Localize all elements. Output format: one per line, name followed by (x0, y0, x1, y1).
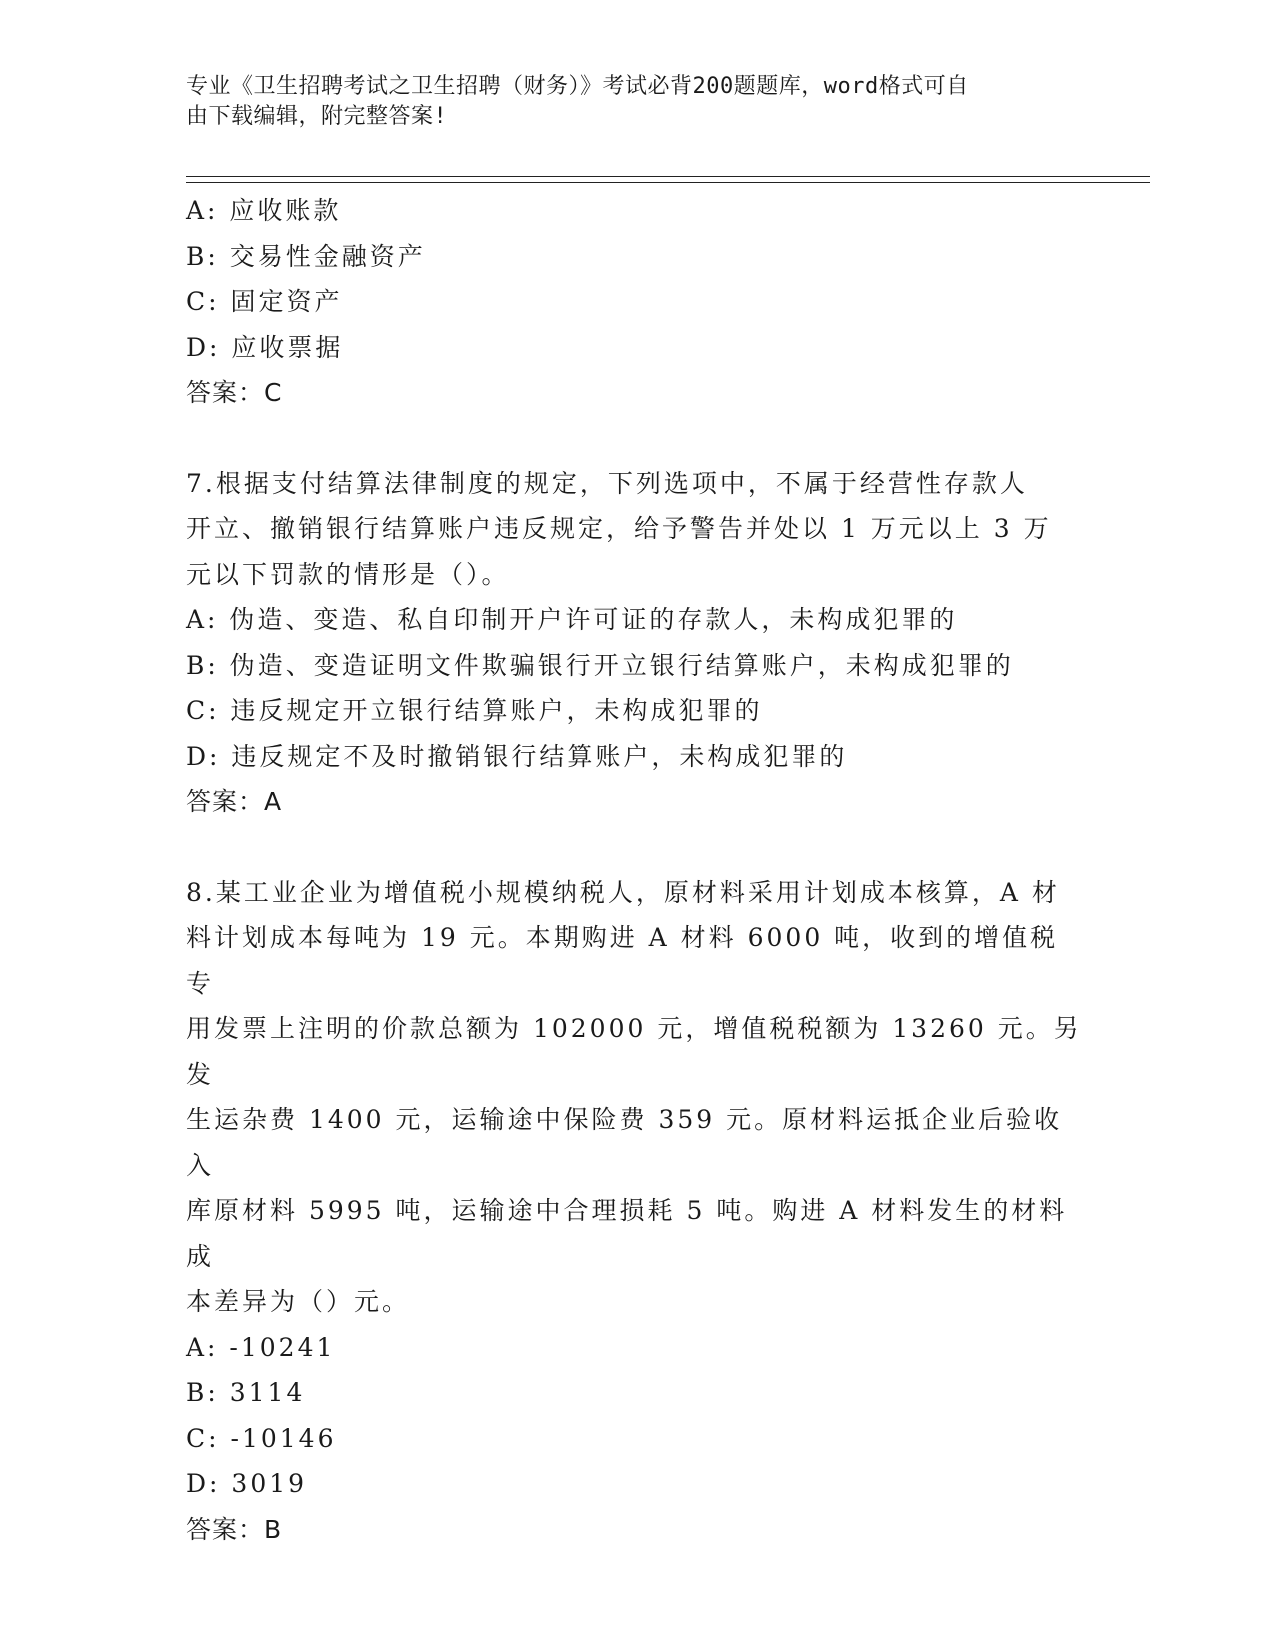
spacer (186, 825, 1086, 870)
option-a: A: 应收账款 (186, 196, 342, 225)
question-stem-line: 本差异为（）元。 (186, 1287, 411, 1316)
header-line-2: 由下载编辑，附完整答案! (186, 104, 448, 129)
spacer (186, 416, 1086, 461)
question-stem-line: 库原材料 5995 吨，运输途中合理损耗 5 吨。购进 A 材料发生的材料成 (186, 1196, 1068, 1271)
question-7 (186, 461, 1086, 825)
document-header (186, 72, 1066, 132)
question-6 (186, 188, 1086, 416)
answer: 答案：A (186, 787, 283, 816)
question-stem-line: 开立、撤销银行结算账户违反规定，给予警告并处以 1 万元以上 3 万 (186, 514, 1052, 543)
question-stem-line: 料计划成本每吨为 19 元。本期购进 A 材料 6000 吨，收到的增值税专 (186, 923, 1059, 998)
option-d: D: 3019 (186, 1469, 308, 1498)
option-a: A: -10241 (186, 1332, 336, 1362)
question-stem-line: 用发票上注明的价款总额为 102000 元，增值税税额为 13260 元。另发 (186, 1014, 1082, 1089)
question-stem-line: 元以下罚款的情形是（）。 (186, 559, 510, 589)
option-c: C: -10146 (186, 1423, 337, 1453)
option-c: C: 违反规定开立银行结算账户，未构成犯罪的 (186, 696, 763, 725)
question-8 (186, 870, 1086, 1553)
question-stem-line: 8.某工业企业为增值税小规模纳税人，原材料采用计划成本核算，A 材 (186, 877, 1060, 907)
option-d: D: 违反规定不及时撤销银行结算账户，未构成犯罪的 (186, 741, 848, 771)
header-line-1: 专业《卫生招聘考试之卫生招聘（财务）》考试必背200题题库，word格式可自 (186, 74, 969, 99)
option-a: A: 伪造、变造、私自印制开户许可证的存款人，未构成犯罪的 (186, 605, 958, 634)
option-d: D: 应收票据 (186, 332, 344, 362)
question-stem-line: 生运杂费 1400 元，运输途中保险费 359 元。原材料运抵企业后验收入 (186, 1105, 1063, 1180)
question-content (186, 188, 1086, 1552)
question-stem-line: 7.根据支付结算法律制度的规定，下列选项中，不属于经营性存款人 (186, 468, 1028, 498)
option-c: C: 固定资产 (186, 287, 343, 316)
option-b: B: 3114 (186, 1378, 306, 1407)
option-b: B: 交易性金融资产 (186, 241, 426, 271)
option-b: B: 伪造、变造证明文件欺骗银行开立银行结算账户，未构成犯罪的 (186, 650, 1014, 680)
header-divider-top (186, 176, 1150, 177)
answer: 答案：C (186, 378, 283, 407)
header-divider-bottom (186, 182, 1150, 183)
answer: 答案：B (186, 1514, 283, 1544)
